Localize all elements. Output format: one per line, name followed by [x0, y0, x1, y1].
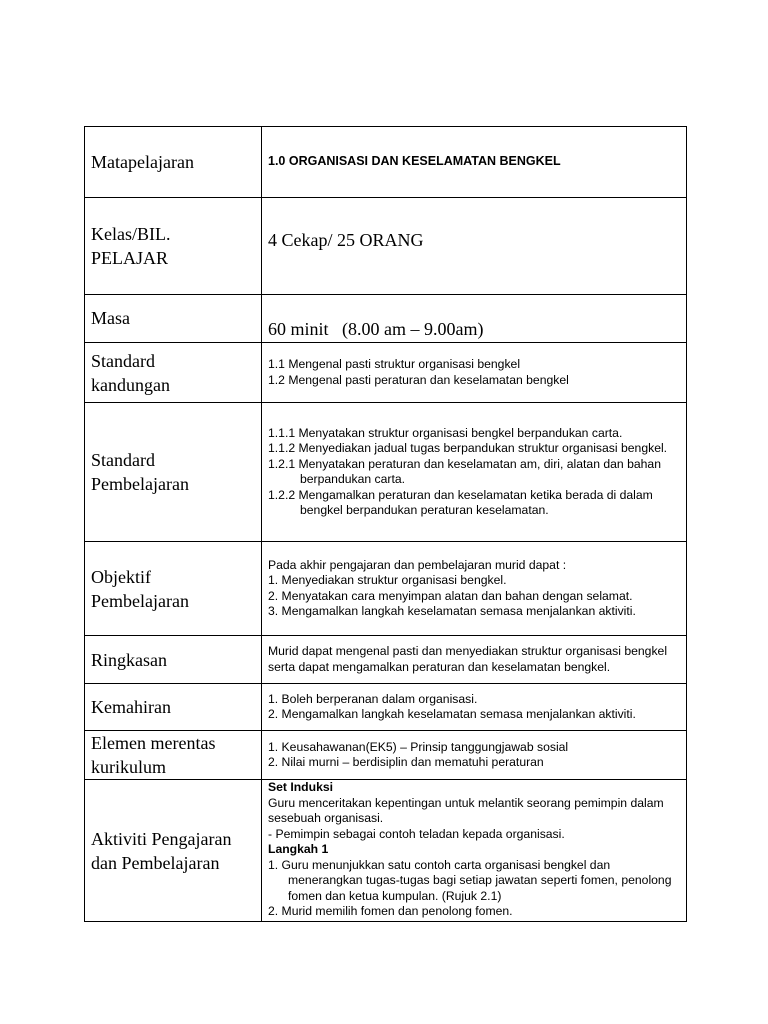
value-standard-pembelajaran [262, 403, 687, 542]
label-masa [85, 295, 262, 343]
langkah-heading: Langkah 1 [268, 842, 329, 856]
label-line: kurikulum [91, 757, 166, 777]
list-item: 3. Mengamalkan langkah keselamatan semasa menjalankan aktiviti. [268, 604, 636, 618]
value-masa [262, 295, 687, 343]
label-line: Objektif [91, 566, 151, 587]
label-elemen [85, 731, 262, 780]
value-standard-kandungan [262, 343, 687, 403]
label-aktiviti [85, 780, 262, 922]
row-matapelajaran [85, 127, 687, 198]
label-line: Kelas/BIL. [91, 224, 171, 244]
label-text: Matapelajaran [91, 152, 194, 172]
row-standard-kandungan [85, 343, 687, 403]
value-matapelajaran [262, 127, 687, 198]
row-kelas [85, 198, 687, 295]
lesson-plan-table [84, 126, 687, 922]
label-kemahiran [85, 684, 262, 731]
label-line: Standard [91, 450, 155, 470]
row-kemahiran [85, 684, 687, 731]
label-line: Standard [91, 350, 155, 371]
list-item: 1.1 Mengenal pasti struktur organisasi bengkel [268, 357, 521, 371]
row-objektif [85, 542, 687, 636]
row-standard-pembelajaran [85, 403, 687, 542]
label-kelas [85, 198, 262, 295]
label-text: Masa [91, 308, 130, 328]
label-ringkasan [85, 636, 262, 684]
label-text: Kemahiran [91, 697, 171, 717]
row-elemen [85, 731, 687, 780]
list-item: 1.2.1 Menyatakan peraturan dan keselamatan am, diri, alatan dan bahan berpandukan carta. [268, 456, 661, 486]
list-item: 1.1.2 Menyediakan jadual tugas berpandukan struktur organisasi bengkel. [268, 441, 668, 455]
label-line: dan Pembelajaran [91, 852, 220, 873]
value-elemen [262, 731, 687, 780]
time-value: 60 minit (8.00 am – 9.00am) [268, 319, 484, 339]
value-kemahiran [262, 684, 687, 731]
list-item: 1. Keusahawanan(EK5) – Prinsip tanggungjawab sosial [268, 739, 569, 754]
set-induksi-note: - Pemimpin sebagai contoh teladan kepada organisasi. [268, 826, 565, 841]
value-aktiviti [262, 780, 687, 922]
list-item: 2. Mengamalkan langkah keselamatan semasa menjalankan aktiviti. [268, 707, 636, 721]
label-matapelajaran [85, 127, 262, 198]
list-item: 1. Menyediakan struktur organisasi bengkel. [268, 573, 507, 587]
row-masa [85, 295, 687, 343]
label-line: PELAJAR [91, 248, 169, 268]
row-ringkasan [85, 636, 687, 684]
list-item: 2. Nilai murni – berdisiplin dan mematuhi peraturan [268, 755, 544, 769]
label-objektif [85, 542, 262, 636]
value-ringkasan [262, 636, 687, 684]
label-line: Pembelajaran [91, 590, 189, 611]
set-induksi-heading: Set Induksi [268, 780, 334, 794]
summary-text: Murid dapat mengenal pasti dan menyediakan struktur organisasi bengkel serta dapat mengamalkan peraturan dan keselamatan bengkel. [268, 644, 668, 674]
label-line: Pembelajaran [91, 474, 189, 494]
label-text: Ringkasan [91, 649, 167, 670]
list-item: 1.1.1 Menyatakan struktur organisasi bengkel berpandukan carta. [268, 425, 623, 440]
label-line: Elemen merentas [91, 733, 216, 753]
subject-title: 1.0 ORGANISASI DAN KESELAMATAN BENGKEL [268, 154, 561, 169]
list-item: 1.2 Mengenal pasti peraturan dan keselamatan bengkel [268, 372, 569, 387]
label-line: Aktiviti Pengajaran [91, 828, 232, 849]
value-kelas [262, 198, 687, 295]
list-item: 1. Guru menunjukkan satu contoh carta organisasi bengkel dan menerangkan tugas-tugas bagi setiap jawatan seperti fomen, penolong fomen dan ketua kumpulan. (Rujuk 2.1) [268, 857, 672, 903]
objective-intro: Pada akhir pengajaran dan pembelajaran murid dapat : [268, 557, 567, 572]
list-item: 2. Menyatakan cara menyimpan alatan dan bahan dengan selamat. [268, 588, 633, 603]
set-induksi-text: Guru menceritakan kepentingan untuk melantik seorang pemimpin dalam sesebuah organisasi. [268, 795, 664, 825]
list-item: 1.2.2 Mengamalkan peraturan dan keselamatan ketika berada di dalam bengkel berpandukan peraturan keselamatan. [268, 487, 653, 517]
list-item: 1. Boleh berperanan dalam organisasi. [268, 691, 478, 706]
label-standard-kandungan [85, 343, 262, 403]
class-value: 4 Cekap/ 25 ORANG [268, 230, 424, 250]
label-standard-pembelajaran [85, 403, 262, 542]
row-aktiviti [85, 780, 687, 922]
value-objektif [262, 542, 687, 636]
list-item: 2. Murid memilih fomen dan penolong fomen. [268, 904, 513, 918]
label-line: kandungan [91, 374, 170, 395]
